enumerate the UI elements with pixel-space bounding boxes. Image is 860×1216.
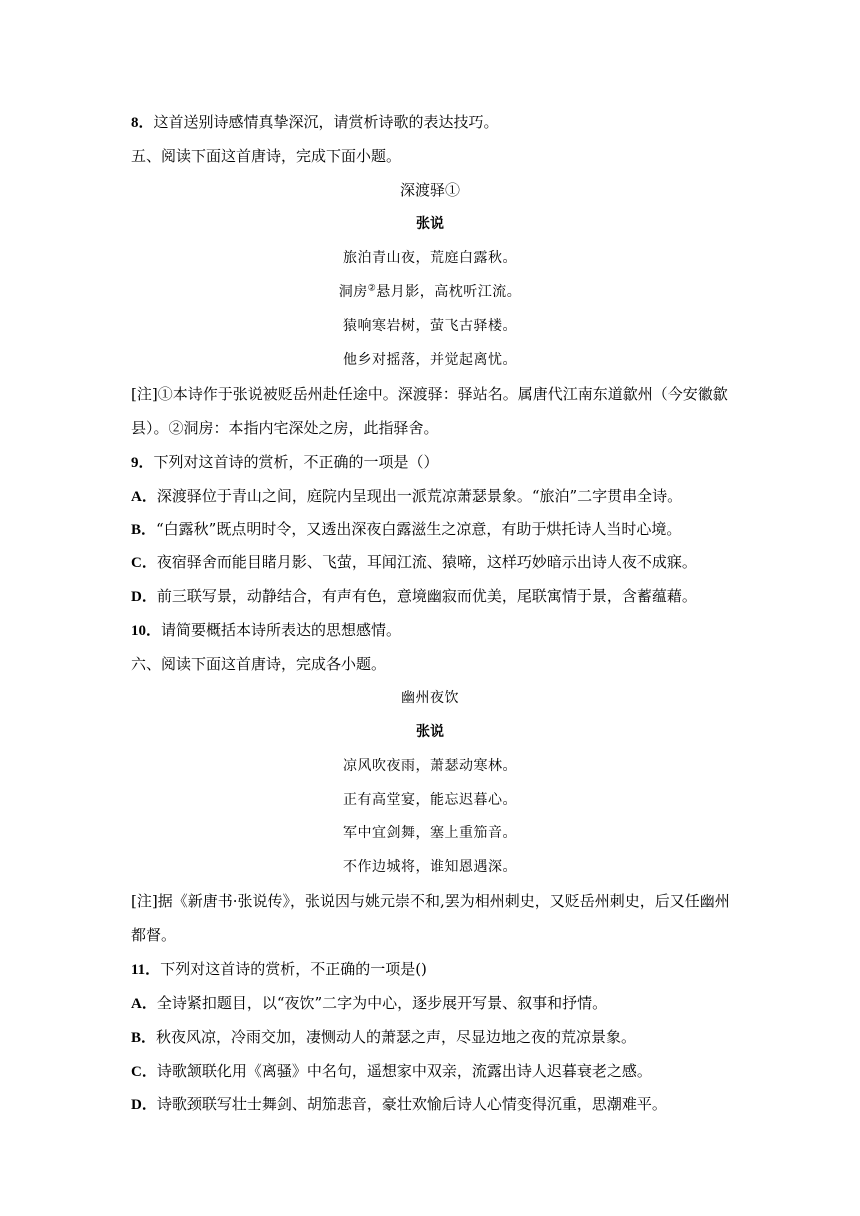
question-number: 11． <box>131 962 161 978</box>
question-8 <box>131 112 499 133</box>
poem-1-note-line-2: 县）。②洞房：本指内宅深处之房，此指驿舍。 <box>131 419 439 437</box>
question-stem: 下列对这首诗的赏析，不正确的一项是() <box>160 960 427 978</box>
section-5-heading: 五、阅读下面这首唐诗，完成下面小题。 <box>131 147 402 165</box>
option-text: 秋夜风凉，冷雨交加，凄恻动人的萧瑟之声，尽显边地之夜的荒凉景象。 <box>156 1028 637 1046</box>
question-number: 10． <box>131 623 162 639</box>
poem-1-line-2-start: 洞房 <box>338 284 368 300</box>
question-11-option-b <box>131 1027 636 1048</box>
question-11-option-a <box>131 993 607 1014</box>
option-text: 全诗紧扣题目，以“夜饮”二字为中心，逐步展开写景、叙事和抒情。 <box>156 994 608 1012</box>
option-text: 深渡驿位于青山之间，庭院内呈现出一派荒凉萧瑟景象。“旅泊”二字贯串全诗。 <box>156 487 683 505</box>
question-9-option-b <box>131 519 681 540</box>
option-text: 诗歌颔联化用《离骚》中名句，遥想家中双亲，流露出诗人迟暮衰老之感。 <box>156 1062 652 1080</box>
option-label: A． <box>131 489 157 505</box>
option-text: “白露秋”既点明时令，又透出深夜白露滋生之凉意，有助于烘托诗人当时心境。 <box>156 520 682 538</box>
question-11-option-c <box>131 1061 652 1082</box>
poem-1-title: 深渡驿① <box>399 181 460 199</box>
poem-2-author: 张说 <box>416 724 444 740</box>
question-text: 请简要概括本诗所表达的思想感情。 <box>161 621 402 639</box>
option-label: A． <box>131 996 157 1012</box>
question-11 <box>131 959 427 980</box>
poem-2-note-line-1: [注]据《新唐书·张说传》，张说因与姚元崇不和,罢为相州刺史，又贬岳州刺史，后又任幽州 <box>131 892 730 910</box>
question-9 <box>131 452 439 473</box>
question-9-option-c <box>131 552 697 573</box>
option-label: B． <box>131 1030 157 1046</box>
option-label: C． <box>131 555 157 571</box>
poem-2-line-4: 不作边城将，谁知恩遇深。 <box>343 859 517 875</box>
question-number: 8． <box>131 115 154 131</box>
option-text: 前三联写景，动静结合，有声有色，意境幽寂而优美，尾联寓情于景，含蓄蕴藉。 <box>156 587 697 605</box>
question-number: 9． <box>131 455 154 471</box>
option-text: 夜宿驿舍而能目睹月影、飞萤，耳闻江流、猿啼，这样巧妙暗示出诗人夜不成寐。 <box>156 553 697 571</box>
option-text: 诗歌颈联写壮士舞剑、胡笳悲音，豪壮欢愉后诗人心情变得沉重，思潮难平。 <box>156 1095 667 1113</box>
section-6-heading: 六、阅读下面这首唐诗，完成各小题。 <box>131 655 387 673</box>
poem-1-line-1: 旅泊青山夜，荒庭白露秋。 <box>343 250 517 266</box>
question-9-option-d <box>131 586 697 607</box>
option-label: D． <box>131 589 157 605</box>
poem-1-note-line-1: [注]①本诗作于张说被贬岳州赴任途中。深渡驿：驿站名。属唐代江南东道歙州（今安徽歙 <box>131 385 728 403</box>
poem-1-line-4: 他乡对摇落，并觉起离忧。 <box>343 352 517 368</box>
option-label: D． <box>131 1097 157 1113</box>
poem-1-author: 张说 <box>416 216 444 232</box>
question-10 <box>131 620 401 641</box>
question-text: 这首送别诗感情真挚深沉，请赏析诗歌的表达技巧。 <box>153 113 499 131</box>
poem-1-line-2-end: 悬月影，高枕听江流。 <box>376 284 522 300</box>
poem-1-line-2 <box>0 282 860 302</box>
question-stem: 下列对这首诗的赏析，不正确的一项是（） <box>153 453 439 471</box>
poem-2-line-1: 凉风吹夜雨，萧瑟动寒林。 <box>343 758 517 774</box>
option-label: B． <box>131 522 157 538</box>
option-label: C． <box>131 1064 157 1080</box>
question-9-option-a <box>131 486 682 507</box>
poem-2-line-2: 正有高堂宴，能忘迟暮心。 <box>343 792 517 808</box>
footnote-marker: ② <box>367 283 377 294</box>
poem-2-title: 幽州夜饮 <box>401 690 459 706</box>
poem-1-line-3: 猿响寒岩树，萤飞古驿楼。 <box>343 318 517 334</box>
poem-2-line-3: 军中宜剑舞，塞上重笳音。 <box>343 825 517 841</box>
question-11-option-d <box>131 1094 667 1115</box>
poem-2-note-line-2: 都督。 <box>131 926 177 944</box>
